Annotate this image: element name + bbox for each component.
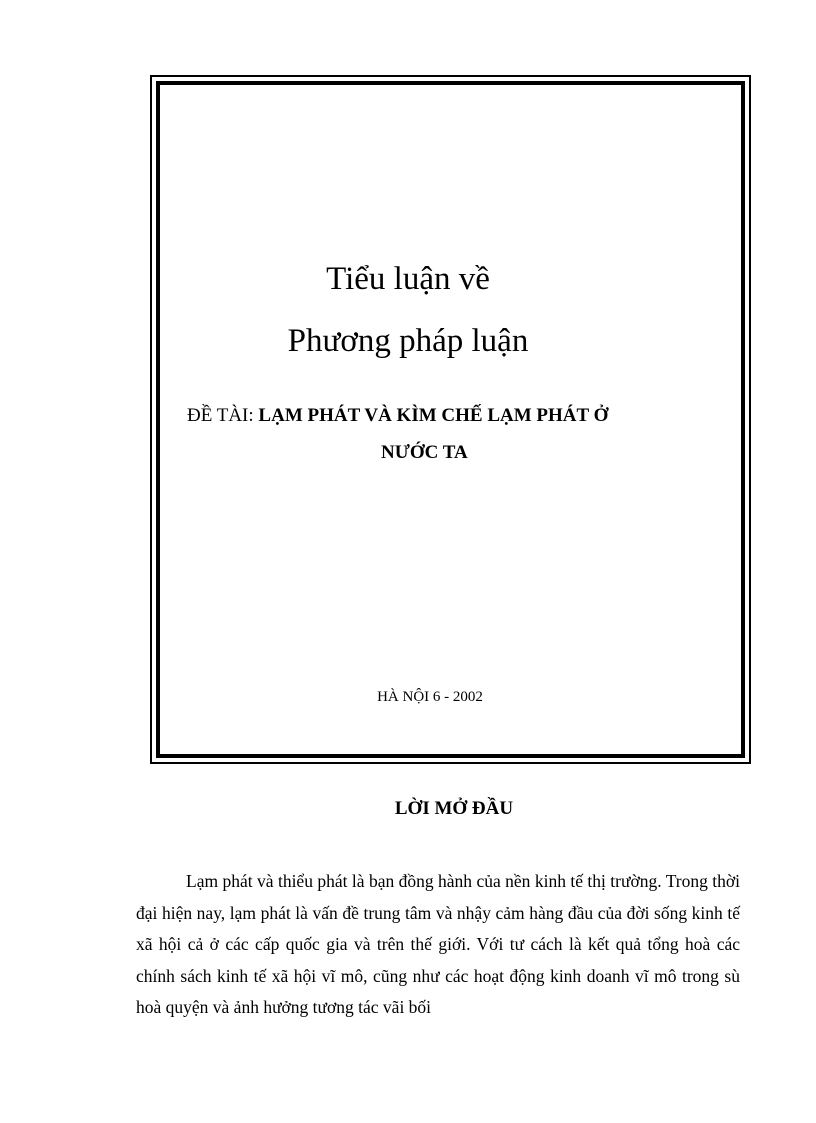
section-heading: LỜI MỞ ĐẦU [394,798,514,819]
topic-title-line1: LẠM PHÁT VÀ KÌM CHẾ LẠM PHÁT Ở [258,405,609,426]
cover-title-line1: Tiểu luận về [326,261,490,297]
intro-paragraph: Lạm phát và thiểu phát là bạn đồng hành của nền kinh tế thị trường. Trong thời đại hiện nay, lạm phát là vấn đề trung tâm và nhậy cảm hàng đầu của đời sống kinh tế xã hội cả ở các cấp quốc gia và trên thế giới. Với tư cách là kết quả tổng hoà các chính sách kinh tế xã hội vĩ mô, cũng như các hoạt động kinh doanh vĩ mô trong sù hoà quyện và ảnh hưởng tương tác vãi bối [136,871,740,1017]
topic-label: ĐỀ TÀI: [187,405,254,426]
place-date: HÀ NỘI 6 - 2002 [377,689,483,705]
cover-title-line2: Phương pháp luận [287,323,529,359]
topic-title-line2: NƯỚC TA [381,442,468,463]
topic-line [187,405,608,427]
